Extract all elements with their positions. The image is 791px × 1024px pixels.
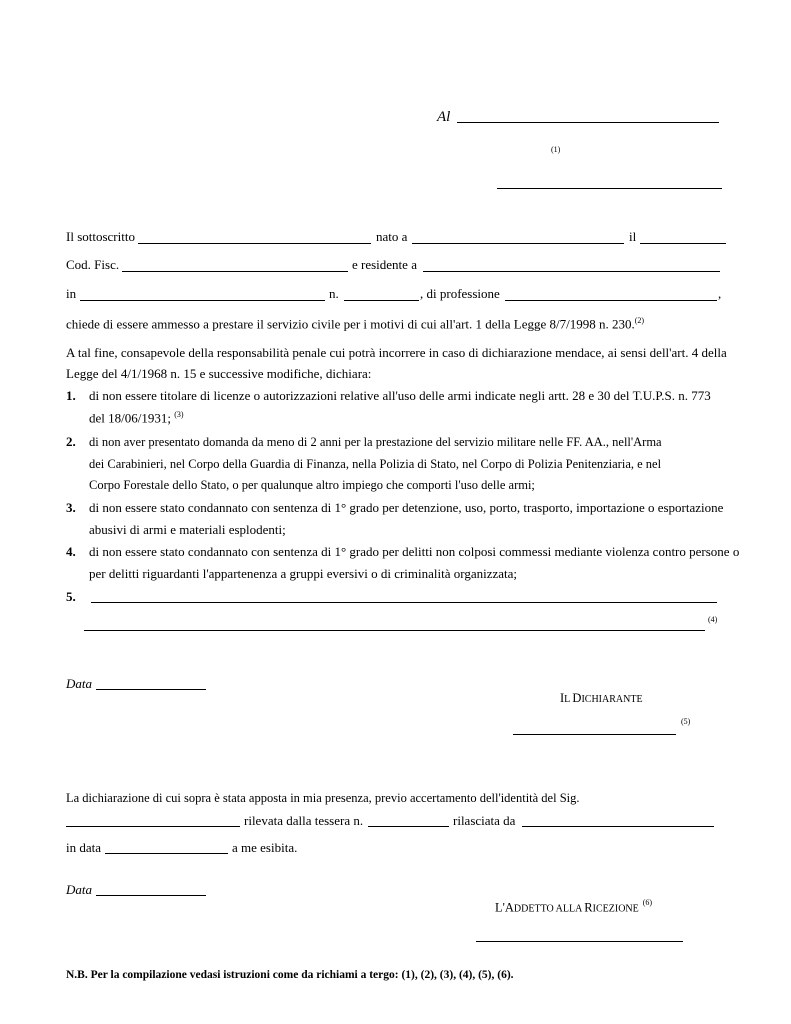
issuer-field[interactable] (522, 813, 714, 827)
note-3: (3) (174, 410, 184, 419)
tessera-field[interactable] (368, 813, 449, 827)
dich-d: D (572, 691, 582, 705)
house-number-field[interactable] (344, 286, 419, 301)
birthplace-field[interactable] (412, 229, 624, 244)
issue-date-field[interactable] (105, 840, 228, 854)
item-2-line-1: di non aver presentato domanda da meno di 2 anni per la prestazione del servizio militare nelle FF. AA., nell'Arma (89, 435, 662, 449)
identity-field[interactable] (66, 813, 240, 827)
addressee-field[interactable] (457, 108, 719, 123)
data-label-1: Data (66, 676, 92, 691)
note-6: (6) (642, 898, 653, 907)
addressee-field-2[interactable] (497, 175, 722, 189)
item-3-number: 3. (66, 500, 76, 515)
date-field-1[interactable] (96, 675, 206, 690)
chiede-text: chiede di essere ammesso a prestare il servizio civile per i motivi di cui all'art. 1 della Legge 8/7/1998 n. 230. (66, 316, 635, 332)
item-3-line-1: di non essere stato condannato con sentenza di 1° grado per detenzione, uso, porto, trasporto, importazione o esportazione (89, 500, 724, 515)
intro-line-2: Legge del 4/1/1968 n. 15 e successive modifiche, dichiara: (66, 366, 372, 381)
addetto-b: DDETTO ALLA (513, 903, 585, 915)
nato-a-label: nato a (376, 229, 408, 244)
item-1-number: 1. (66, 388, 76, 403)
addetto-a: L'A (495, 900, 514, 915)
ricezione-line-1: La dichiarazione di cui sopra è stata apposta in mia presenza, previo accertamento dell'identità del Sig. (66, 791, 580, 805)
item-1-line-2-text: del 18/06/1931; (89, 410, 171, 426)
signature-field-1[interactable] (513, 720, 676, 735)
addressee-label: Al (437, 109, 451, 125)
item-1-line-2 (89, 410, 184, 426)
dich-end: ICHIARANTE (581, 694, 643, 705)
in-label: in (66, 286, 77, 301)
item-4-line-2: per delitti riguardanti l'appartenenza a gruppi eversivi o di criminalità organizzata; (89, 566, 518, 581)
item-2-line-2: dei Carabinieri, nel Corpo della Guardia di Finanza, nella Polizia di Stato, nel Corpo di Polizia Penitenziaria, e nel (89, 457, 662, 471)
item-5-field-1[interactable] (91, 589, 717, 603)
esibita-label: a me esibita. (232, 840, 298, 855)
cod-fisc-label: Cod. Fisc. (66, 257, 120, 272)
note-4: (4) (708, 615, 718, 624)
item-2-line-3: Corpo Forestale dello Stato, o per qualunque altro impiego che comporti l'uso delle armi; (89, 478, 535, 492)
il-label: il (629, 229, 637, 244)
item-5-field-2[interactable] (84, 617, 705, 631)
birthdate-field[interactable] (640, 229, 726, 244)
chiede-paragraph (66, 316, 644, 332)
rilasciata-label: rilasciata da (453, 813, 516, 828)
dich-first: I (560, 691, 565, 705)
professione-label: , di professione (420, 286, 500, 301)
nb-note: N.B. Per la compilazione vedasi istruzioni come da richiami a tergo: (1), (2), (3), (4), (5), (6). (66, 969, 514, 981)
dich-rest: L (564, 694, 573, 705)
address-field[interactable] (80, 286, 325, 301)
residente-label: e residente a (352, 257, 417, 272)
in-data-label: in data (66, 840, 102, 855)
note-1: (1) (551, 145, 561, 154)
item-2-number: 2. (66, 434, 76, 449)
rilevata-label: rilevata dalla tessera n. (244, 813, 364, 828)
item-3-line-2: abusivi di armi e materiali esplodenti; (89, 522, 286, 537)
sottoscritto-label: Il sottoscritto (66, 229, 135, 244)
profession-field[interactable] (505, 286, 717, 301)
note-2: (2) (634, 316, 645, 325)
data-label-2: Data (66, 882, 92, 897)
addetto-label (495, 898, 652, 916)
n-label: n. (329, 286, 339, 301)
note-5: (5) (681, 717, 691, 726)
residence-field[interactable] (423, 257, 720, 272)
item-1-line-1: di non essere titolare di licenze o autorizzazioni relative all'uso delle armi indicate negli artt. 28 e 30 del T.U.P.S. n. 773 (89, 388, 711, 403)
date-field-2[interactable] (96, 882, 206, 896)
comma: , (718, 286, 722, 301)
name-field[interactable] (138, 229, 371, 244)
item-4-number: 4. (66, 544, 76, 559)
cod-fisc-field[interactable] (122, 257, 348, 272)
item-5-number: 5. (66, 589, 76, 604)
item-4-line-1: di non essere stato condannato con sentenza di 1° grado per delitti non colposi commessi mediante violenza contro persone o (89, 544, 740, 559)
signature-field-2[interactable] (476, 928, 683, 942)
dichiarante-label (560, 689, 643, 707)
intro-line-1: A tal fine, consapevole della responsabilità penale cui potrà incorrere in caso di dichiarazione mendace, ai sensi dell'art. 4 della (66, 345, 727, 360)
addetto-d: ICEZIONE (592, 903, 639, 915)
addetto-c: R (584, 900, 593, 915)
